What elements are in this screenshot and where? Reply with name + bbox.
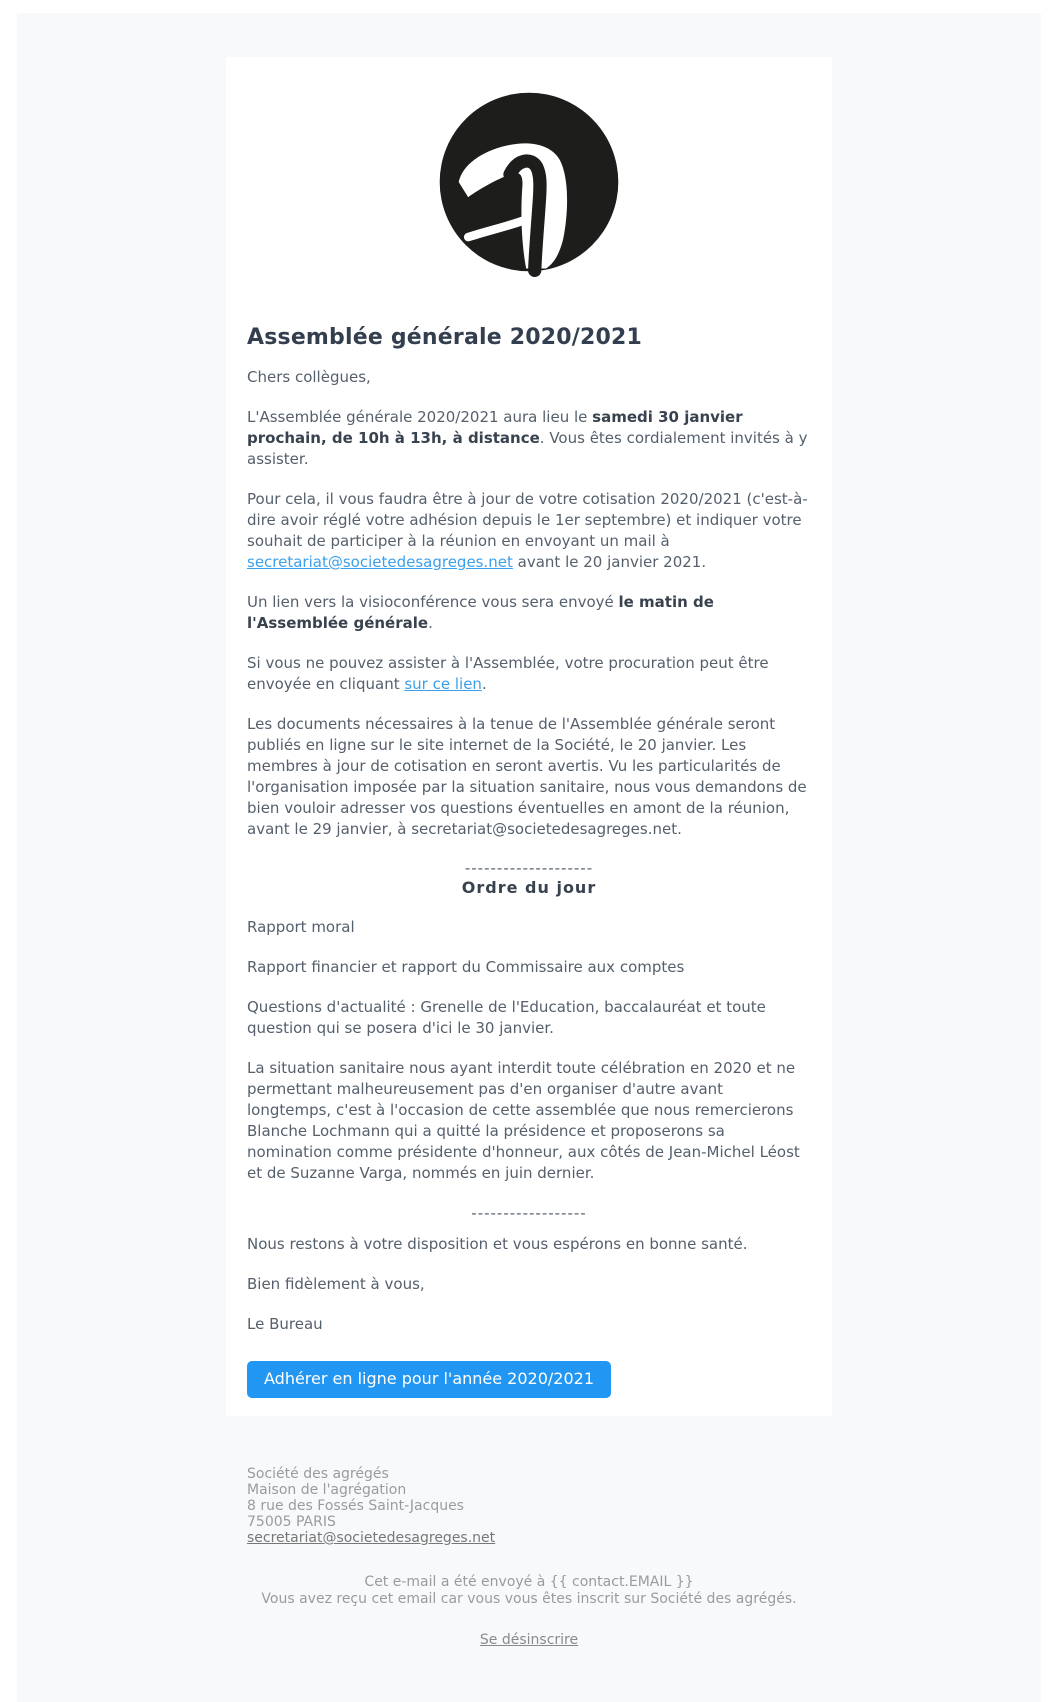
- text-segment: Pour cela, il vous faudra être à jour de votre cotisation 2020/2021 (c'est-à-dire avoir réglé votre adhésion depuis le 1er septembre) et indiquer votre souhait de participer à la réunion en envoyant un mail à: [247, 490, 808, 550]
- text-segment: .: [428, 614, 433, 632]
- text-segment: .: [481, 675, 487, 693]
- unsubscribe-row: [247, 1629, 811, 1648]
- agenda-heading: Ordre du jour: [461, 878, 597, 897]
- signoff-paragraph: Bien fidèlement à vous,: [247, 1275, 425, 1293]
- event-date-paragraph: [247, 407, 811, 470]
- text-segment: . Vous êtes cordialement invités à y assister.: [247, 429, 808, 468]
- societe-des-agreges-logo-icon: [434, 87, 624, 277]
- sender-address-block: [247, 1466, 811, 1546]
- delivery-info-block: [247, 1574, 811, 1608]
- email-body-card: [226, 57, 832, 1416]
- sent-to-line: Cet e-mail a été envoyé à {{ contact.EMAIL }}: [364, 1574, 694, 1590]
- reason-line: Vous avez reçu cet email car vous vous êtes inscrit sur Société des agrégés.: [261, 1591, 797, 1607]
- procuration-link[interactable]: sur ce lien: [404, 675, 482, 693]
- sender-address-line: 75005 PARIS: [247, 1514, 336, 1530]
- morning-bold: le matin de l'Assemblée générale: [247, 593, 714, 632]
- signature-paragraph: Le Bureau: [247, 1315, 323, 1333]
- adherer-button[interactable]: Adhérer en ligne pour l'année 2020/2021: [247, 1361, 611, 1398]
- cotisation-paragraph: [247, 489, 811, 573]
- dashed-divider: --------------------: [464, 859, 594, 877]
- agenda-item-moral: Rapport moral: [247, 918, 355, 936]
- footer-column: [226, 1466, 832, 1648]
- sender-address-line: 8 rue des Fossés Saint-Jacques: [247, 1498, 464, 1514]
- agenda-item-financier: Rapport financier et rapport du Commissaire aux comptes: [247, 958, 685, 976]
- text-segment: Chers collègues,: [247, 368, 371, 386]
- logo-container: [247, 87, 811, 281]
- email-footer: [17, 1416, 1041, 1648]
- dashed-divider: ------------------: [471, 1204, 587, 1222]
- sender-address-line: Maison de l'agrégation: [247, 1482, 407, 1498]
- unsubscribe-link[interactable]: Se désinscrire: [479, 1632, 579, 1648]
- agenda-item-questions: Questions d'actualité : Grenelle de l'Education, baccalauréat et toute question qui se posera d'ici le 30 janvier.: [247, 998, 766, 1037]
- closing-paragraph: Nous restons à votre disposition et vous espérons en bonne santé.: [247, 1235, 748, 1253]
- procuration-paragraph: [247, 653, 811, 695]
- text-segment: avant le 20 janvier 2021.: [512, 553, 707, 571]
- sender-org-name: Société des agrégés: [247, 1466, 389, 1482]
- documents-paragraph: Les documents nécessaires à la tenue de l'Assemblée générale seront publiés en ligne sur le site internet de la Société, le 20 janvier. Les membres à jour de cotisation en seront avertis. Vu les particularités de l'organisation imposée par la situation sanitaire, nous vous demandons de bien vouloir adresser vos questions éventuelles en amont de la réunion, avant le 29 janvier, à secretariat@societedesagreges.net.: [247, 715, 807, 838]
- sender-email-row: [247, 1530, 811, 1546]
- event-date-bold: samedi 30 janvier prochain, de 10h à 13h, à distance: [247, 408, 743, 447]
- visioconference-paragraph: [247, 592, 811, 634]
- greeting-paragraph: [247, 367, 811, 388]
- situation-paragraph: La situation sanitaire nous ayant interdit toute célébration en 2020 et ne permettant malheureusement pas d'en organiser d'autre avant longtemps, c'est à l'occasion de cette assemblée que nous remercierons Blanche Lochmann qui a quitté la présidence et proposerons sa nomination comme présidente d'honneur, aux côtés de Jean-Michel Léost et de Suzanne Varga, nommés en juin dernier.: [247, 1059, 800, 1182]
- email-background-canvas: [17, 13, 1041, 1702]
- footer-secretariat-email-link[interactable]: secretariat@societedesagreges.net: [247, 1530, 496, 1546]
- text-segment: L'Assemblée générale 2020/2021 aura lieu le: [247, 408, 593, 426]
- email-title: Assemblée générale 2020/2021: [247, 325, 643, 350]
- text-segment: Un lien vers la visioconférence vous sera envoyé: [247, 593, 619, 611]
- cta-row: [247, 1361, 811, 1398]
- text-segment: Si vous ne pouvez assister à l'Assemblée, votre procuration peut être envoyée en cliquant: [247, 654, 769, 693]
- secretariat-email-link[interactable]: secretariat@societedesagreges.net: [247, 553, 513, 571]
